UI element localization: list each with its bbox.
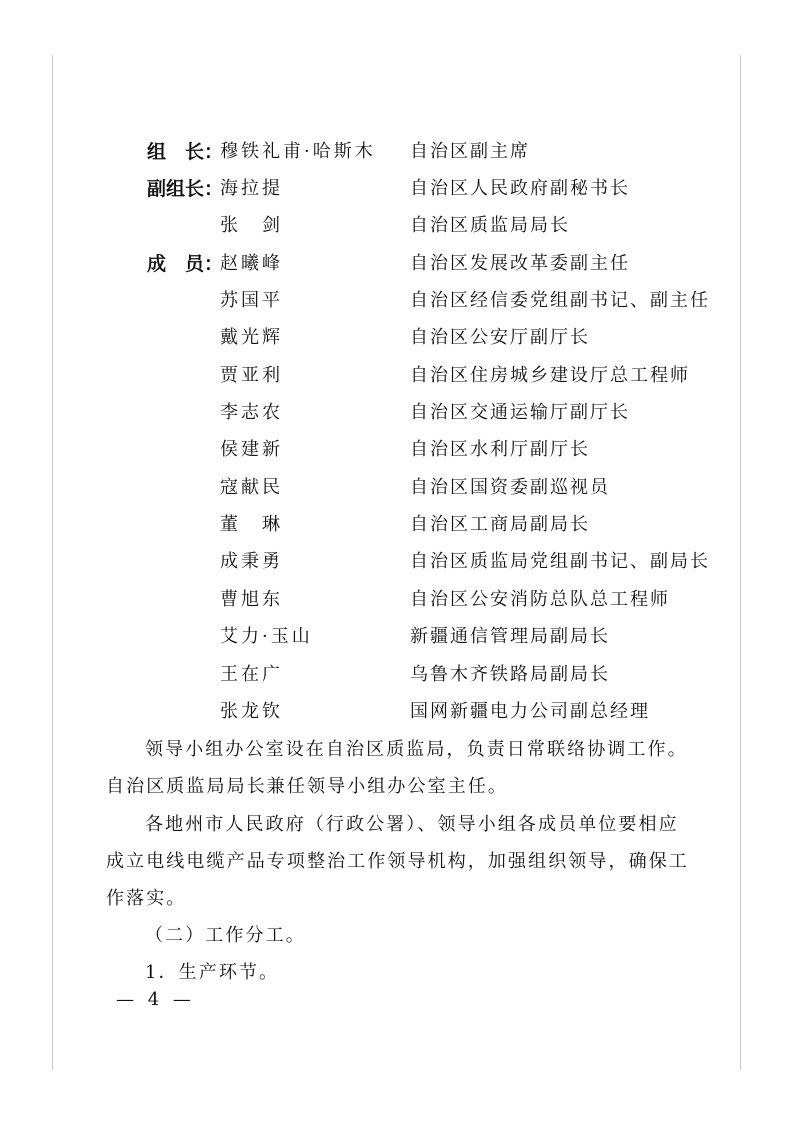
member-name: 成秉勇 xyxy=(220,551,283,572)
office-paragraph: 领导小组办公室设在自治区质监局，负责日常联络协调工作。自治区质监局局长兼任领导小组办公室主任。 xyxy=(106,739,688,797)
subsection-heading: 1．生产环节。 xyxy=(145,962,280,983)
member-row xyxy=(0,361,793,391)
member-post: 乌鲁木齐铁路局副局长 xyxy=(410,664,610,685)
member-name: 艾力·玉山 xyxy=(220,626,313,647)
organization-paragraph: 各地州市人民政府（行政公署）、领导小组各成员单位要相应成立电线电缆产品专项整治工作领导机构，加强组织领导，确保工作落实。 xyxy=(106,814,689,909)
member-row xyxy=(0,622,793,652)
page-number: — 4 — xyxy=(116,989,195,1010)
member-post: 自治区水利厅副厅长 xyxy=(410,439,590,460)
member-row xyxy=(0,585,793,615)
section-heading: （二）工作分工。 xyxy=(145,925,306,946)
member-name: 侯建新 xyxy=(220,439,283,460)
member-name: 海拉提 xyxy=(220,178,283,199)
member-post: 自治区公安厅副厅长 xyxy=(410,327,590,348)
member-post: 自治区国资委副巡视员 xyxy=(410,477,610,498)
member-row xyxy=(0,286,793,316)
member-row xyxy=(0,510,793,540)
member-row xyxy=(0,398,793,428)
member-row xyxy=(0,211,793,241)
member-post: 自治区副主席 xyxy=(410,141,530,162)
member-name: 张 剑 xyxy=(220,215,283,236)
member-row xyxy=(0,697,793,727)
member-name: 赵曦峰 xyxy=(220,253,283,274)
member-role: 组 长： xyxy=(147,141,224,163)
member-post: 自治区工商局副局长 xyxy=(410,514,590,535)
member-row xyxy=(0,435,793,465)
member-row xyxy=(0,547,793,577)
member-row xyxy=(0,249,793,279)
member-role: 成 员： xyxy=(147,253,224,275)
member-post: 国网新疆电力公司副总经理 xyxy=(410,701,650,722)
member-post: 自治区质监局局长 xyxy=(410,215,570,236)
member-post: 自治区人民政府副秘书长 xyxy=(410,178,630,199)
member-name: 王在广 xyxy=(220,664,283,685)
member-name: 李志农 xyxy=(220,402,283,423)
member-row xyxy=(0,137,793,167)
member-row xyxy=(0,323,793,353)
member-name: 戴光辉 xyxy=(220,327,283,348)
member-post: 自治区公安消防总队总工程师 xyxy=(410,589,670,610)
member-post: 自治区经信委党组副书记、副主任 xyxy=(410,290,710,311)
member-name: 曹旭东 xyxy=(220,589,283,610)
member-post: 自治区发展改革委副主任 xyxy=(410,253,630,274)
member-row xyxy=(0,174,793,204)
member-name: 寇献民 xyxy=(220,477,283,498)
member-post: 新疆通信管理局副局长 xyxy=(410,626,610,647)
member-name: 穆铁礼甫·哈斯木 xyxy=(220,141,376,162)
member-row xyxy=(0,660,793,690)
member-post: 自治区质监局党组副书记、副局长 xyxy=(410,551,710,572)
member-name: 苏国平 xyxy=(220,290,283,311)
member-name: 贾亚利 xyxy=(220,365,283,386)
member-name: 张龙钦 xyxy=(220,701,283,722)
member-role: 副组长： xyxy=(147,178,224,200)
member-post: 自治区住房城乡建设厅总工程师 xyxy=(410,365,690,386)
member-post: 自治区交通运输厅副厅长 xyxy=(410,402,630,423)
member-name: 董 琳 xyxy=(220,514,283,535)
member-row xyxy=(0,473,793,503)
